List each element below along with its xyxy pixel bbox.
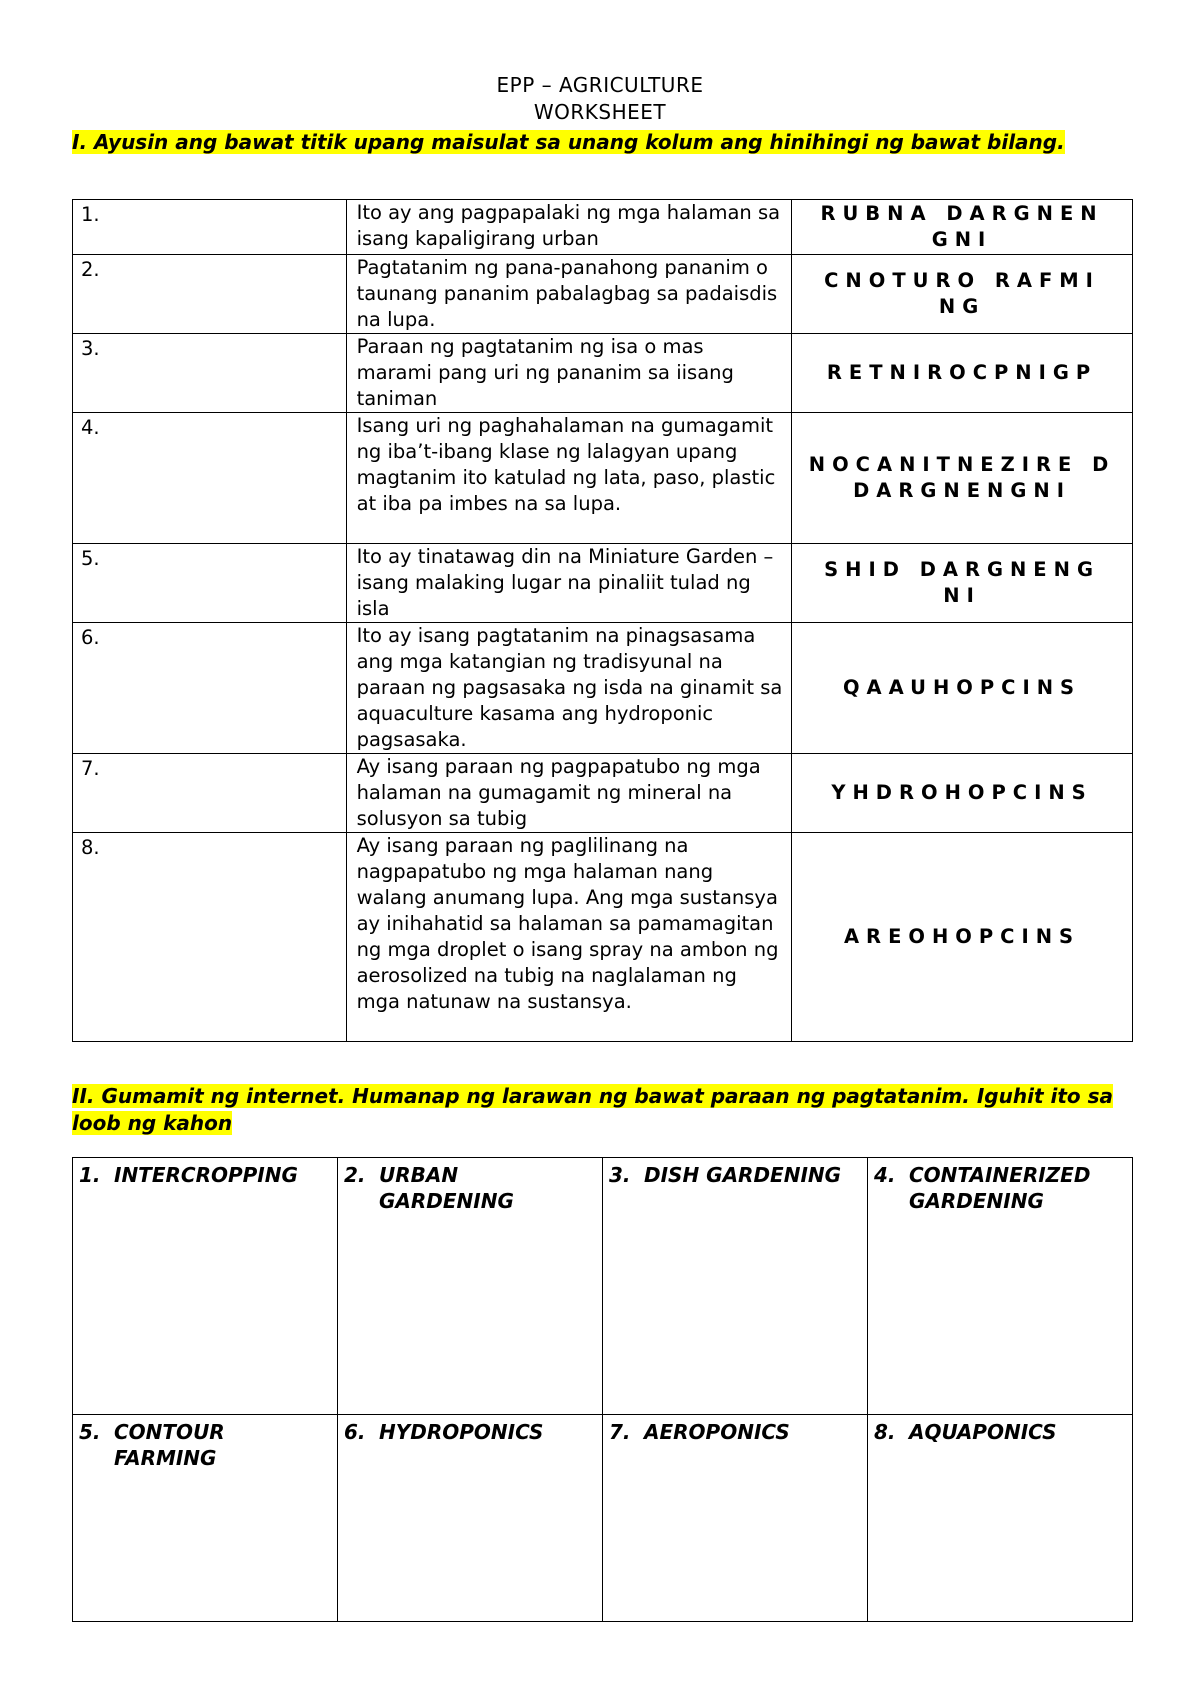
box-number: 6. <box>344 1420 366 1444</box>
answer-cell[interactable]: 1. <box>73 200 347 255</box>
description-cell: Ay isang paraan ng pagpapatubo ng mga halaman na gumagamit ng mineral na solusyon sa tubig <box>346 754 792 833</box>
answer-cell[interactable]: 7. <box>73 754 347 833</box>
box-number: 5. <box>79 1420 101 1444</box>
box-label: AEROPONICS <box>644 1420 790 1444</box>
box-number: 2. <box>344 1163 366 1187</box>
scrambled-word-cell <box>792 255 1133 334</box>
description-cell: Ay isang paraan ng paglilinang na nagpapatubo ng mga halaman nang walang anumang lupa. Ang mga sustansya ay inihahatid sa halaman sa pamamagitan ng mga droplet o isang spray na ambon ng aerosolized na tubig na naglalaman ng mga natunaw na sustansya. <box>346 833 792 1042</box>
description-cell: Ito ay isang pagtatanim na pinagsasama ang mga katangian ng tradisyunal na paraan ng pagsasaka ng isda na ginamit sa aquaculture kasama ang hydroponic pagsasaka. <box>346 623 792 754</box>
answer-cell[interactable]: 3. <box>73 334 347 413</box>
answer-table <box>72 199 1133 1042</box>
description-cell: Pagtatanim ng pana-panahong pananim o taunang pananim pabalagbag sa padaisdis na lupa. <box>346 255 792 334</box>
scrambled-word: SHID DARGNENG NI <box>824 558 1100 607</box>
drawing-box[interactable] <box>603 1158 868 1415</box>
table-row <box>73 413 1133 544</box>
box-number: 1. <box>79 1163 101 1187</box>
box-label: DISH GARDENING <box>644 1163 842 1187</box>
table-row <box>73 754 1133 833</box>
description-cell: Ito ay tinatawag din na Miniature Garden – isang malaking lugar na pinaliit tulad ng isla <box>346 544 792 623</box>
box-label: AQUAPONICS <box>909 1420 1057 1444</box>
description-cell: Ito ay ang pagpapalaki ng mga halaman sa isang kapaligirang urban <box>346 200 792 255</box>
scrambled-word-cell <box>792 334 1133 413</box>
box-label: CONTAINERIZED GARDENING <box>909 1163 1091 1213</box>
box-label: CONTOUR FARMING <box>114 1420 225 1470</box>
scrambled-word-cell <box>792 544 1133 623</box>
scrambled-word: AREOHOPCINS <box>843 925 1081 948</box>
box-number: 3. <box>609 1163 631 1187</box>
scrambled-word-cell <box>792 413 1133 544</box>
answer-cell[interactable]: 5. <box>73 544 347 623</box>
box-number: 7. <box>609 1420 631 1444</box>
drawing-box[interactable] <box>603 1415 868 1622</box>
drawing-box[interactable] <box>73 1415 338 1622</box>
table-row <box>73 255 1133 334</box>
drawing-box[interactable] <box>338 1415 603 1622</box>
table-row <box>73 544 1133 623</box>
table-row <box>73 200 1133 255</box>
box-number: 8. <box>874 1420 896 1444</box>
drawing-table <box>72 1157 1133 1622</box>
page-subtitle: WORKSHEET <box>533 100 667 124</box>
table-row <box>73 1415 1133 1622</box>
scrambled-word-cell <box>792 833 1133 1042</box>
scrambled-word: QAAUHOPCINS <box>842 676 1082 699</box>
table-row <box>73 334 1133 413</box>
scrambled-word: RUBNA DARGNEN GNI <box>820 202 1104 251</box>
answer-cell[interactable]: 8. <box>73 833 347 1042</box>
table-row <box>73 833 1133 1042</box>
answer-cell[interactable]: 6. <box>73 623 347 754</box>
page-title: EPP – AGRICULTURE <box>496 73 704 97</box>
scrambled-word-cell <box>792 754 1133 833</box>
drawing-box[interactable] <box>868 1415 1133 1622</box>
description-cell: Isang uri ng paghahalaman na gumagamit ng iba’t-ibang klase ng lalagyan upang magtanim ito katulad ng lata, paso, plastic at iba pa imbes na sa lupa. <box>346 413 792 544</box>
drawing-box[interactable] <box>868 1158 1133 1415</box>
scrambled-word: YHDROHOPCINS <box>831 781 1093 804</box>
scrambled-word-cell <box>792 200 1133 255</box>
answer-cell[interactable]: 2. <box>73 255 347 334</box>
scrambled-word: NOCANITNEZIRE D DARGNENGNI <box>808 453 1116 502</box>
answer-cell[interactable]: 4. <box>73 413 347 544</box>
scrambled-word: CNOTURO RAFMI NG <box>824 269 1100 318</box>
box-number: 4. <box>874 1163 896 1187</box>
drawing-box[interactable] <box>73 1158 338 1415</box>
box-label: URBAN GARDENING <box>379 1163 514 1213</box>
section2-instruction: II. Gumamit ng internet. Humanap ng larawan ng bawat paraan ng pagtatanim. Iguhit ito sa loob ng kahon <box>72 1084 1113 1135</box>
box-label: HYDROPONICS <box>379 1420 544 1444</box>
drawing-box[interactable] <box>338 1158 603 1415</box>
table-row <box>73 623 1133 754</box>
scrambled-word-cell <box>792 623 1133 754</box>
section1-instruction: I. Ayusin ang bawat titik upang maisulat sa unang kolum ang hinihingi ng bawat bilang. <box>72 130 1065 154</box>
box-label: INTERCROPPING <box>114 1163 298 1187</box>
table-row <box>73 1158 1133 1415</box>
scrambled-word: RETNIROCPNIGP <box>826 361 1098 384</box>
description-cell: Paraan ng pagtatanim ng isa o mas marami pang uri ng pananim sa iisang taniman <box>346 334 792 413</box>
